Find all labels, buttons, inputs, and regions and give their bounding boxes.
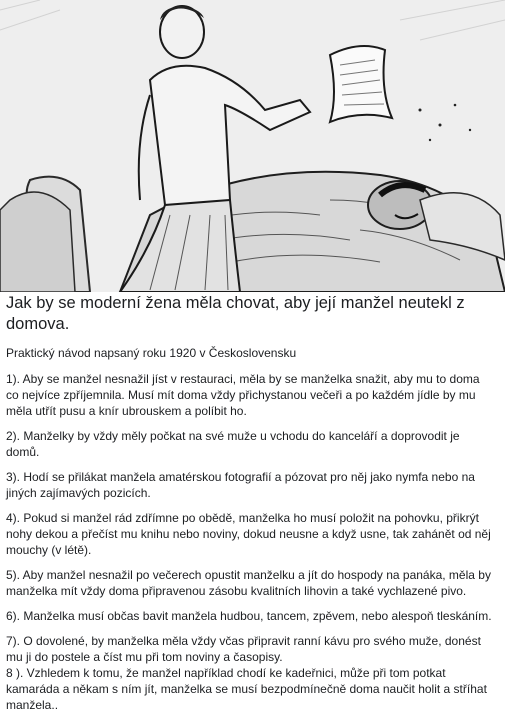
list-item: 6). Manželka musí občas bavit manžela hudbou, tancem, zpěvem, nebo alespoň tleskáním. bbox=[6, 609, 492, 623]
list-item: 2). Manželky by vždy měly počkat na své muže u vchodu do kanceláří a doprovodit je domů. bbox=[6, 429, 460, 459]
list-item: 3). Hodí se přilákat manžela amatérskou fotografií a pózovat pro něj jako nymfa nebo na jiných zajímavých pozicích. bbox=[6, 470, 475, 500]
list-item: 4). Pokud si manžel rád zdřímne po obědě, manželka ho musí položit na pohovku, přikrýt nohy dekou a přečíst mu knihu nebo noviny, dokud neusne a když usne, tak zahánět od něj mouchy (v létě). bbox=[6, 511, 491, 557]
list-item: 5). Aby manžel nesnažil po večerech opustit manželku a jít do hospody na panáka, měla by manželka mít vždy doma připravenou zásobu kvalitních lihovin a také vychlazené pivo. bbox=[6, 568, 491, 598]
rules-list bbox=[6, 371, 495, 713]
list-item: 8 ). Vzhledem k tomu, že manžel například chodí ke kadeřnici, může při tom potkat kamaráda a někam s ním jít, manželka se musí bezpodmínečně doma naučit holit a stříhat manžela.. bbox=[6, 666, 487, 712]
list-item: 1). Aby se manžel nesnažil jíst v restauraci, měla by se manželka snažit, aby mu to doma co nejvíce zpříjemnila. Musí mít doma vždy přichystanou večeři a po každém jídle by mu měla utřít pusu a knír ubrouskem a políbit ho. bbox=[6, 372, 480, 418]
engraving-drawing bbox=[0, 0, 505, 292]
list-item: 7). O dovolené, by manželka měla vždy včas připravit ranní kávu pro svého muže, donést mu ji do postele a číst mu při tom noviny a časopisy. bbox=[6, 634, 481, 664]
post-subtitle: Praktický návod napsaný roku 1920 v Československu bbox=[6, 346, 297, 360]
illustration-woman-fanning-sleeping-man bbox=[0, 0, 505, 292]
post-content bbox=[0, 292, 505, 713]
post-title: Jak by se moderní žena měla chovat, aby její manžel neutekl z domova. bbox=[6, 294, 465, 333]
